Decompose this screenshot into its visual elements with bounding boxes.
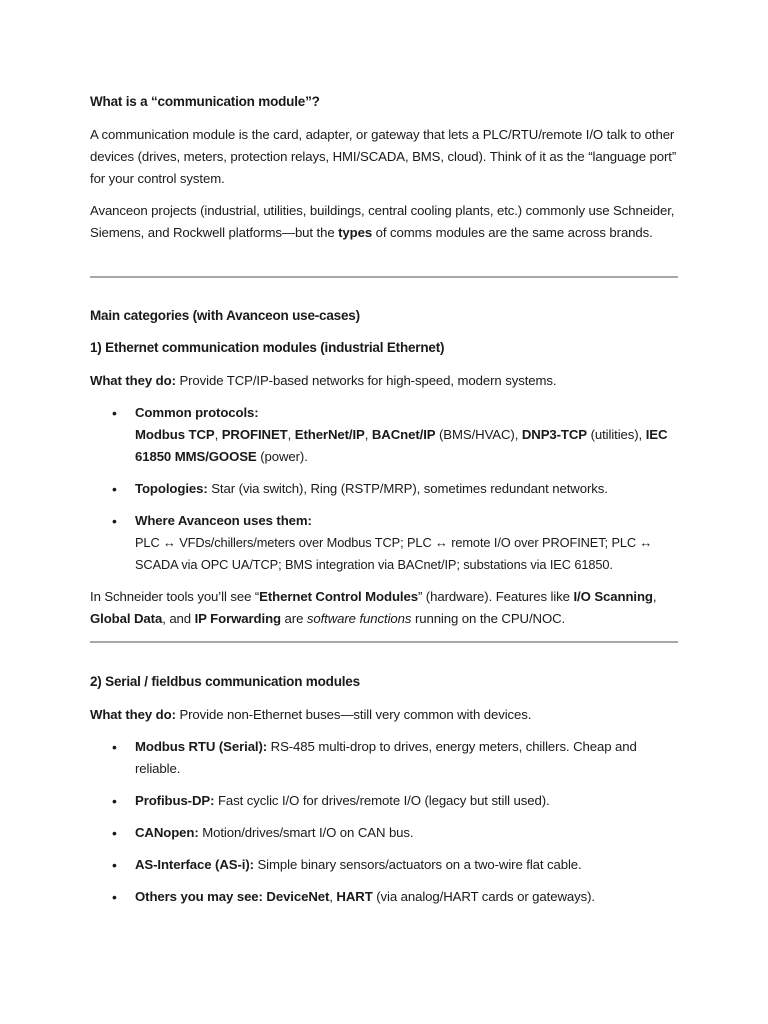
ethernet-heading: 1) Ethernet communication modules (industrial Ethernet) [90,340,445,355]
list-item-canopen: • CANopen: Motion/drives/smart I/O on CAN bus. [112,822,678,844]
intro-paragraph-1: A communication module is the card, adapter, or gateway that lets a PLC/RTU/remote I/O talk to other devices (drives, meters, protection relays, HMI/SCADA, BMS, cloud). Think of it as the “language port” for your control system. [90,127,677,186]
serial-what-they-do: What they do: Provide non-Ethernet buses—still very common with devices. [90,707,532,722]
serial-heading: 2) Serial / fieldbus communication modules [90,674,360,689]
intro-paragraph-2: Avanceon projects (industrial, utilities, buildings, central cooling plants, etc.) commonly use Schneider, Siemens, and Rockwell platforms—but the types of comms modules are the same across brands. [90,203,675,240]
intro-heading: What is a “communication module”? [90,94,320,109]
divider-1 [90,276,678,278]
list-item-where-used: • Where Avanceon uses them: PLC ↔ VFDs/chillers/meters over Modbus TCP; PLC ↔ remote I/O over PROFINET; PLC ↔ SCADA via OPC UA/TCP; BMS integration via BACnet/IP; substations via IEC 61850. [112,510,678,576]
bullet-icon: • [112,793,117,809]
types-emphasis: types [338,225,373,240]
bullet-icon: • [112,889,117,905]
schneider-tools-paragraph: In Schneider tools you’ll see “Ethernet Control Modules” (hardware). Features like I/O Scanning, Global Data, and IP Forwarding are software functions running on the CPU/NOC. [90,589,657,626]
bullet-icon: • [112,405,117,421]
bullet-icon: • [112,825,117,841]
categories-heading: Main categories (with Avanceon use-cases) [90,308,360,323]
list-item-as-interface: • AS-Interface (AS-i): Simple binary sensors/actuators on a two-wire flat cable. [112,854,678,876]
list-item-common-protocols: • Common protocols: Modbus TCP, PROFINET, EtherNet/IP, BACnet/IP (BMS/HVAC), DNP3-TCP (utilities), IEC 61850 MMS/GOOSE (power). [112,402,678,468]
divider-2 [90,641,678,643]
list-item-others: • Others you may see: DeviceNet, HART (via analog/HART cards or gateways). [112,886,678,908]
bullet-icon: • [112,513,117,529]
bullet-icon: • [112,857,117,873]
ethernet-what-they-do: What they do: Provide TCP/IP-based networks for high-speed, modern systems. [90,373,557,388]
list-item-modbus-rtu: • Modbus RTU (Serial): RS-485 multi-drop to drives, energy meters, chillers. Cheap and reliable. [112,736,678,780]
list-item-profibus: • Profibus-DP: Fast cyclic I/O for drives/remote I/O (legacy but still used). [112,790,678,812]
bullet-icon: • [112,739,117,755]
bullet-icon: • [112,481,117,497]
list-item-topologies: • Topologies: Star (via switch), Ring (RSTP/MRP), sometimes redundant networks. [112,478,678,500]
